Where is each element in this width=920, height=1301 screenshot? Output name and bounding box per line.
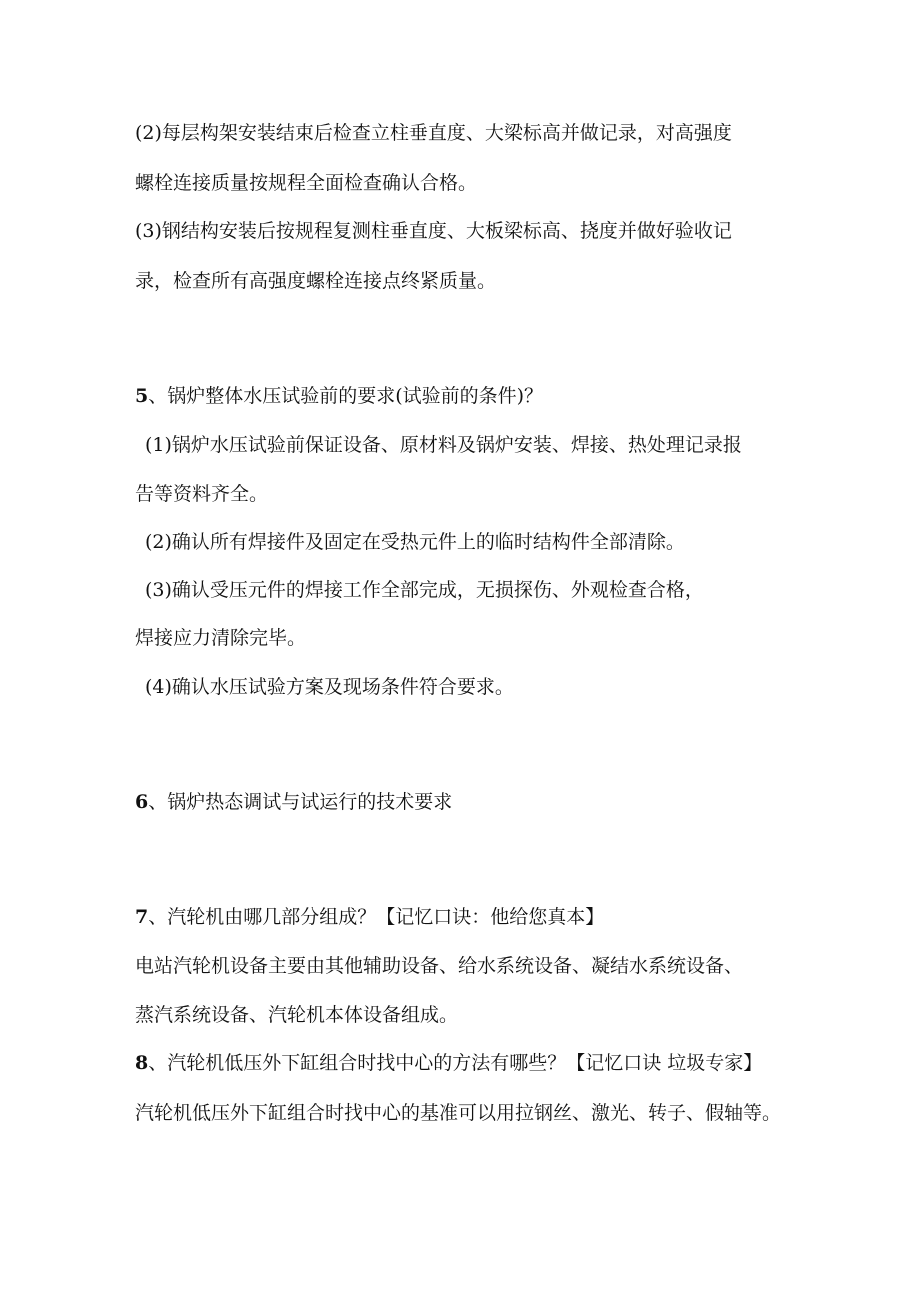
answer-7-line-2: 蒸汽系统设备、汽轮机本体设备组成。: [135, 1004, 459, 1026]
question-8-text: 、汽轮机低压外下缸组合时找中心的方法有哪些？【记忆口诀 垃圾专家】: [148, 1052, 763, 1074]
paragraph-2-line-1: (2)每层构架安装结束后检查立柱垂直度、大梁标高并做记录，对高强度: [135, 122, 732, 144]
answer-5-item-1-line-2: 告等资料齐全。: [135, 483, 269, 505]
question-7-heading: [135, 904, 604, 930]
paragraph-3-line-2: 录，检查所有高强度螺栓连接点终紧质量。: [135, 270, 497, 292]
question-6-number: 6: [135, 791, 149, 813]
question-7-number: 7: [135, 906, 149, 928]
question-6-text: 、锅炉热态调试与试运行的技术要求: [148, 791, 453, 813]
paragraph-3-line-1: (3)钢结构安装后按规程复测柱垂直度、大板梁标高、挠度并做好验收记: [135, 220, 732, 242]
answer-5-item-1-line-1: (1)锅炉水压试验前保证设备、原材料及锅炉安装、焊接、热处理记录报: [145, 434, 742, 456]
answer-8-line-1: 汽轮机低压外下缸组合时找中心的基准可以用拉钢丝、激光、转子、假轴等。: [135, 1102, 782, 1124]
question-5-text: 、锅炉整体水压试验前的要求(试验前的条件)？: [148, 385, 544, 407]
answer-7-line-1: 电站汽轮机设备主要由其他辅助设备、给水系统设备、凝结水系统设备、: [135, 955, 744, 977]
question-8-number: 8: [135, 1052, 149, 1074]
question-5-number: 5: [135, 385, 149, 407]
paragraph-2-line-2: 螺栓连接质量按规程全面检查确认合格。: [135, 172, 478, 194]
answer-5-item-2: (2)确认所有焊接件及固定在受热元件上的临时结构件全部清除。: [145, 531, 685, 553]
question-6-heading: [135, 789, 452, 815]
answer-5-item-3-line-2: 焊接应力清除完毕。: [135, 627, 307, 649]
answer-5-item-4: (4)确认水压试验方案及现场条件符合要求。: [145, 676, 514, 698]
question-5-heading: [135, 383, 543, 409]
answer-5-item-3-line-1: (3)确认受压元件的焊接工作全部完成，无损探伤、外观检查合格，: [145, 579, 704, 601]
question-8-heading: [135, 1050, 762, 1076]
question-7-text: 、汽轮机由哪几部分组成？【记忆口诀：他给您真本】: [148, 906, 605, 928]
